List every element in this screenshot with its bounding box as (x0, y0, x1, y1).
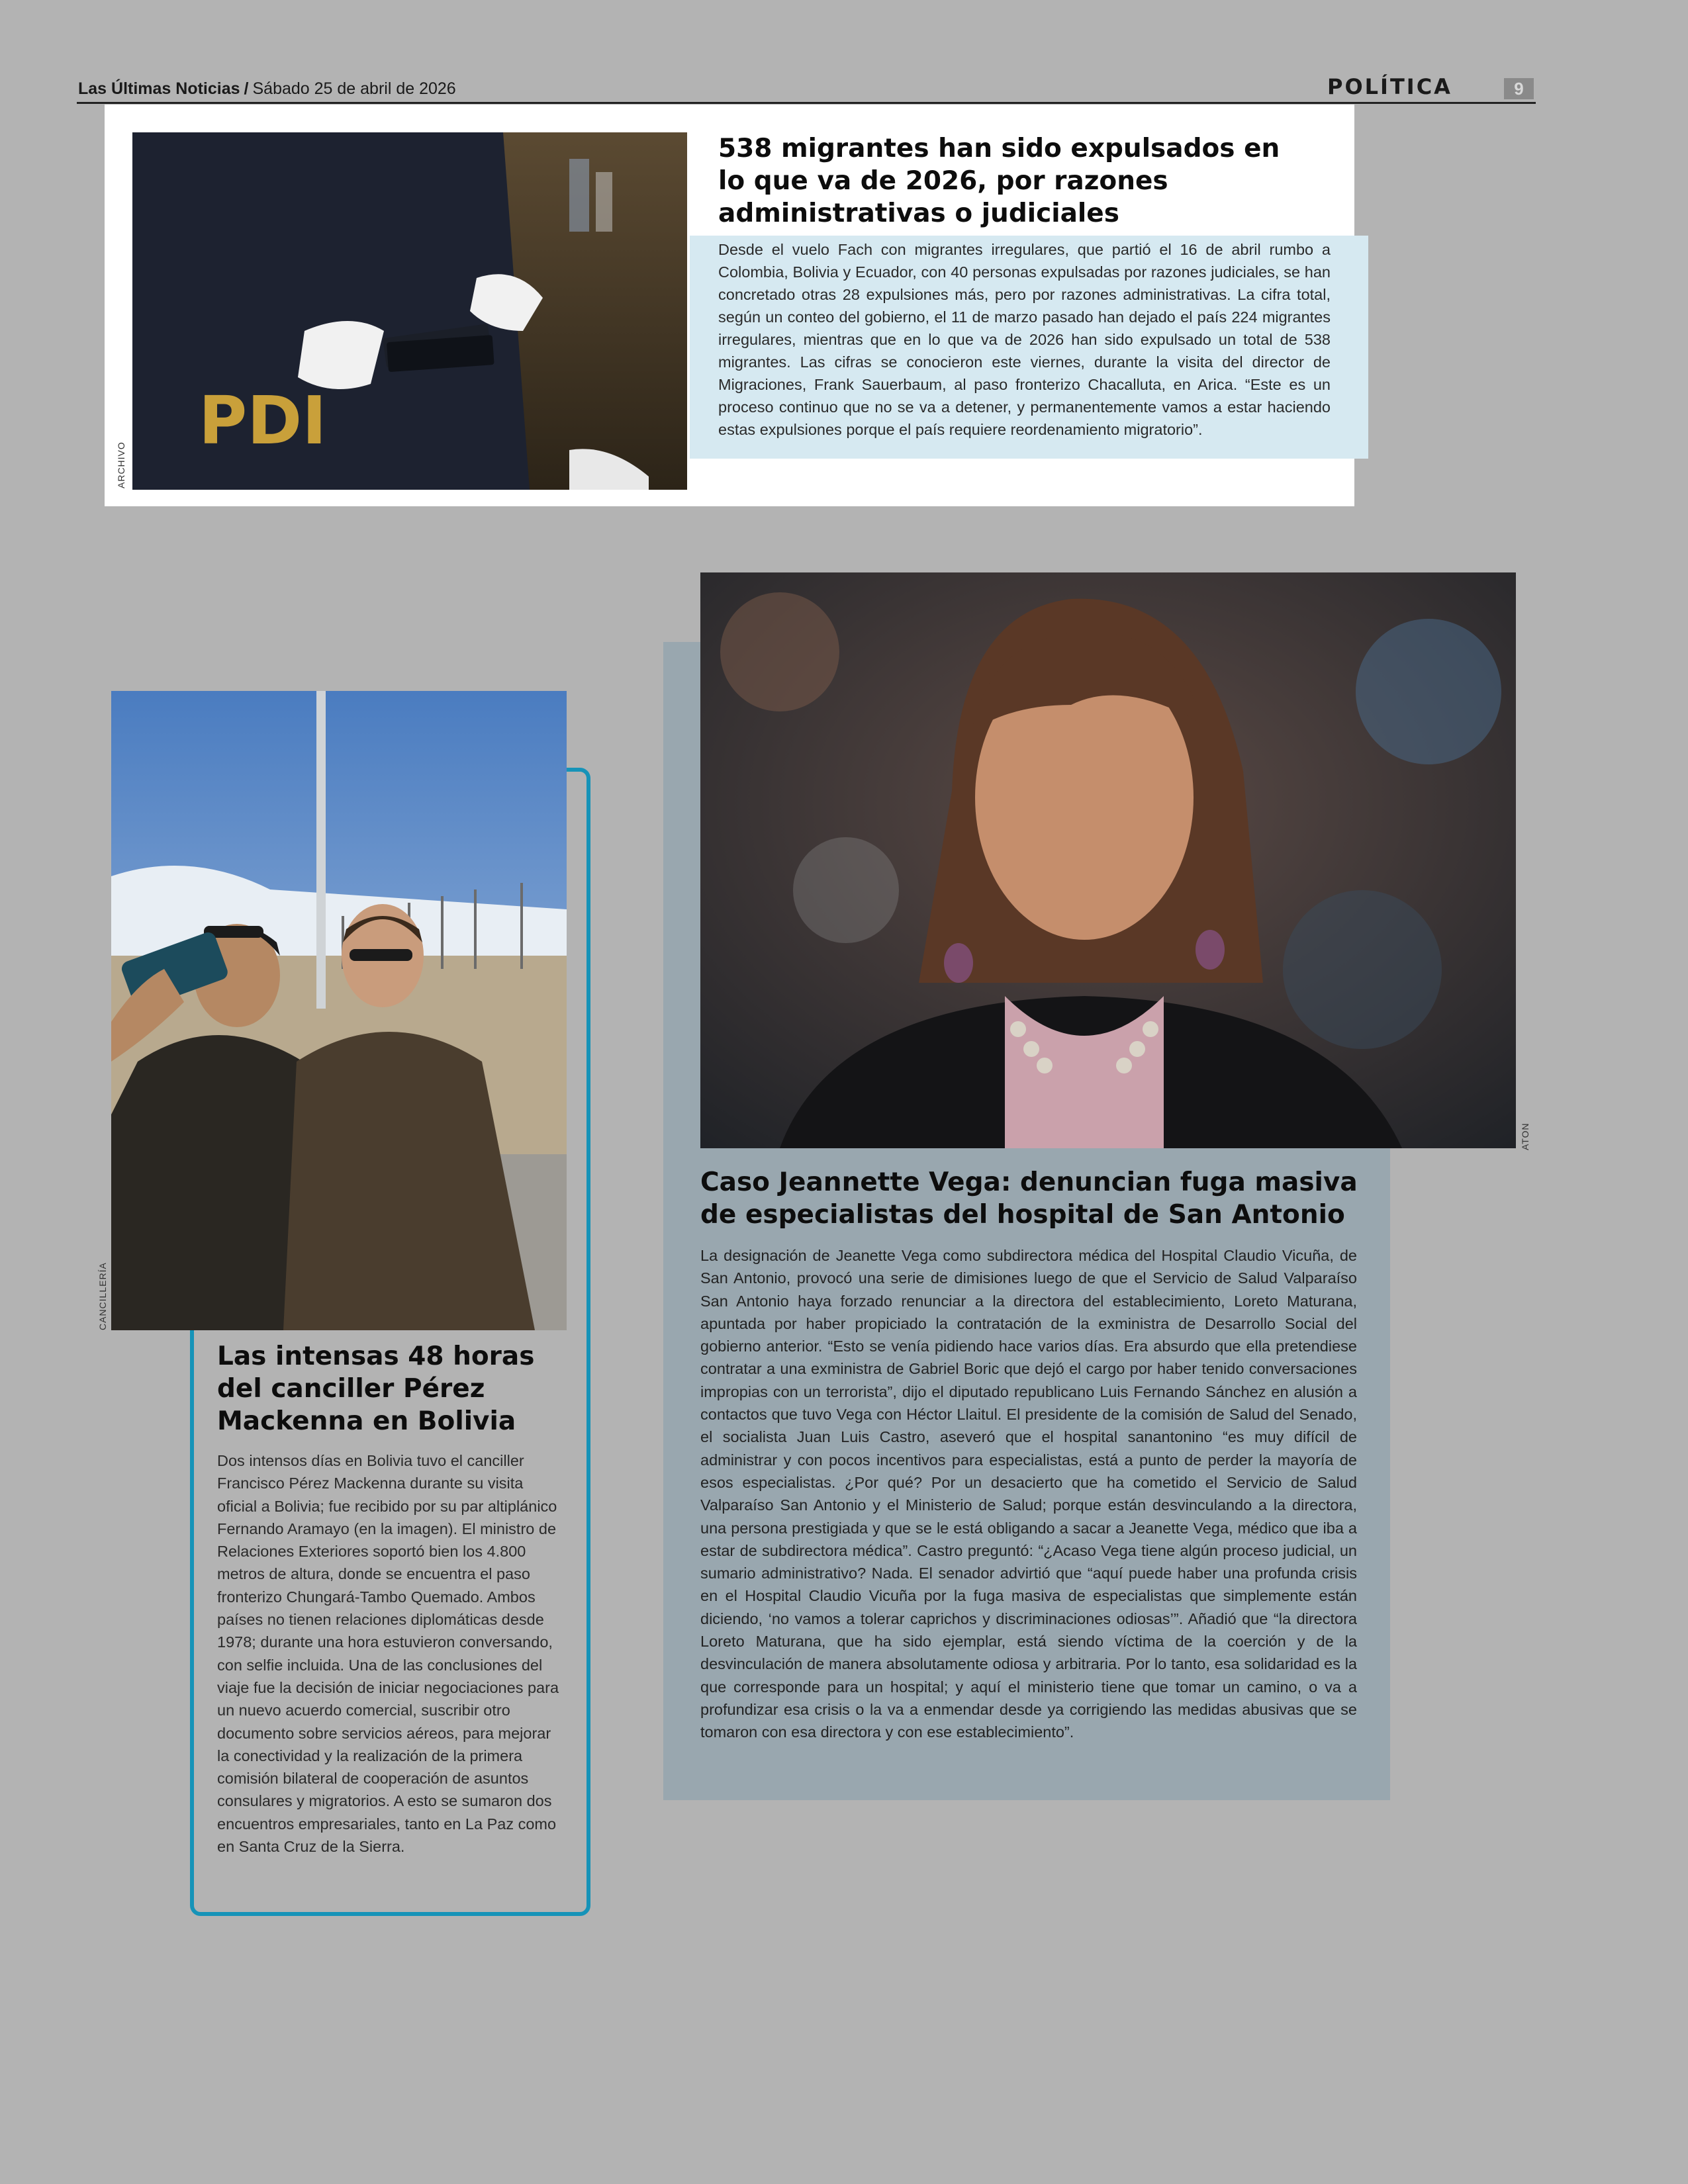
pdi-photo-text: PDI (199, 382, 327, 459)
section-name: POLÍTICA (1327, 74, 1452, 99)
migrants-photo (132, 132, 687, 490)
vega-photo (700, 572, 1516, 1148)
canciller-body: Dos intensos días en Bolivia tuvo el canciller Francisco Pérez Mackenna durante su visita oficial a Bolivia; fue recibido por su par altiplánico Fernando Aramayo (en la imagen). El ministro de Relaciones Exteriores soportó bien los 4.800 metros de altura, donde se encuentra el paso fronterizo Chungará-Tambo Quemado. Ambos países no tienen relaciones diplomáticas desde 1978; durante una hora estuvieron conversando, con selfie incluida. Una de las conclusiones del viaje fue la decisión de iniciar negociaciones para un nuevo acuerdo comercial, suscribir otro documento sobre servicios aéreos, para mejorar la conectividad y la realización de la primera comisión bilateral de cooperación de asuntos consulares y migratorios. A esto se sumaron dos encuentros empresariales, tanto en La Paz como en Santa Cruz de la Sierra. (217, 1452, 559, 1856)
page-header-masthead (78, 79, 456, 99)
canciller-photo (111, 691, 567, 1330)
vega-headline: Caso Jeannette Vega: denuncian fuga masiva de especialistas del hospital de San Antonio (700, 1167, 1358, 1230)
header-rule (77, 102, 1536, 104)
canciller-photo-credit: CANCILLERÍA (97, 1262, 108, 1330)
header-separator: / (244, 79, 249, 98)
migrants-headline: 538 migrantes han sido expulsados en lo que va de 2026, por razones administrativas o judiciales (718, 134, 1280, 228)
selfie-border-photo (111, 691, 567, 1330)
pdi-officer-photo (132, 132, 687, 490)
issue-date: Sábado 25 de abril de 2026 (252, 79, 456, 98)
newspaper-name: Las Últimas Noticias (78, 79, 240, 98)
migrants-photo-credit: ARCHIVO (116, 441, 126, 488)
page-number: 9 (1504, 78, 1534, 99)
vega-body: La designación de Jeanette Vega como subdirectora médica del Hospital Claudio Vicuña, de San Antonio, provocó una serie de dimisiones luego de que el Servicio de Salud Valparaíso San Antonio haya forzado renunciar a la directora del establecimiento, Loreto Maturana, apuntada por haber propiciado la contratación de la exministra de Desarrollo Social del gobierno anterior. “Esto se venía pidiendo hace varios días. Era absurdo que ella pretendiese contratar a una exministra de Gabriel Boric que dejó el cargo por haber tenido conversaciones impropias con un terrorista”, dijo el diputado republicano Luis Fernando Sánchez en alusión a contactos que tuvo Vega con Héctor Llaitul. El presidente de la comisión de Salud del Senado, el socialista Juan Luis Castro, aseveró que el hospital sanantonino “es muy difícil de administrar y con pocos incentivos para especialistas, está a punto de perder la mayoría de esos especialistas. ¿Por qué? Por un desacierto que ha cometido el Servicio de Salud Valparaíso San Antonio y el Ministerio de Salud; porque están desvinculando a la directora, una persona prestigiada y que se le está obligando a sacar a Jeanette Vega, médico que iba a estar de subdirectora médica”. Castro preguntó: “¿Acaso Vega tiene algún proceso judicial, un sumario administrativo? Nada. El senador advirtió que “aquí puede haber una profunda crisis en el Hospital Claudio Vicuña por la fuga masiva de especialistas que simplemente están diciendo, ‘no vamos a tolerar caprichos y discriminaciones odiosas’”. Añadió que “la directora Loreto Maturana, que ha sido ejemplar, está siendo víctima de la coerción y de la desvinculación de manera absolutamente odiosa y arbitraria. Por lo tanto, esa solidaridad es la que corresponde para un hospital; y aquí el ministerio tiene que tomar un camino, o va a profundizar esa crisis o la va a enmendar desde ya corrigiendo las medidas abusivas que se tomaron con esa directora y con ese establecimiento”. (700, 1247, 1357, 1741)
portrait-photo (700, 572, 1516, 1148)
canciller-headline: Las intensas 48 horas del canciller Pérez Mackenna en Bolivia (217, 1342, 535, 1436)
vega-photo-credit: ATON (1520, 1122, 1530, 1150)
migrants-body: Desde el vuelo Fach con migrantes irregulares, que partió el 16 de abril rumbo a Colombia, Bolivia y Ecuador, con 40 personas expulsadas por razones judiciales, se han concretado otras 28 expulsiones más, pero por razones administrativas. La cifra total, según un conteo del gobierno, el 11 de marzo pasado han dejado el país 224 migrantes irregulares, mientras que en lo que va de 2026 han sido expulsado un total de 538 migrantes. Las cifras se conocieron este viernes, durante la visita del director de Migraciones, Frank Sauerbaum, al paso fronterizo Chacalluta, en Arica. “Este es un proceso continuo que no se va a detener, y permanentemente vamos a estar haciendo estas expulsiones porque el país requiere reordenamiento migratorio”. (718, 241, 1331, 438)
